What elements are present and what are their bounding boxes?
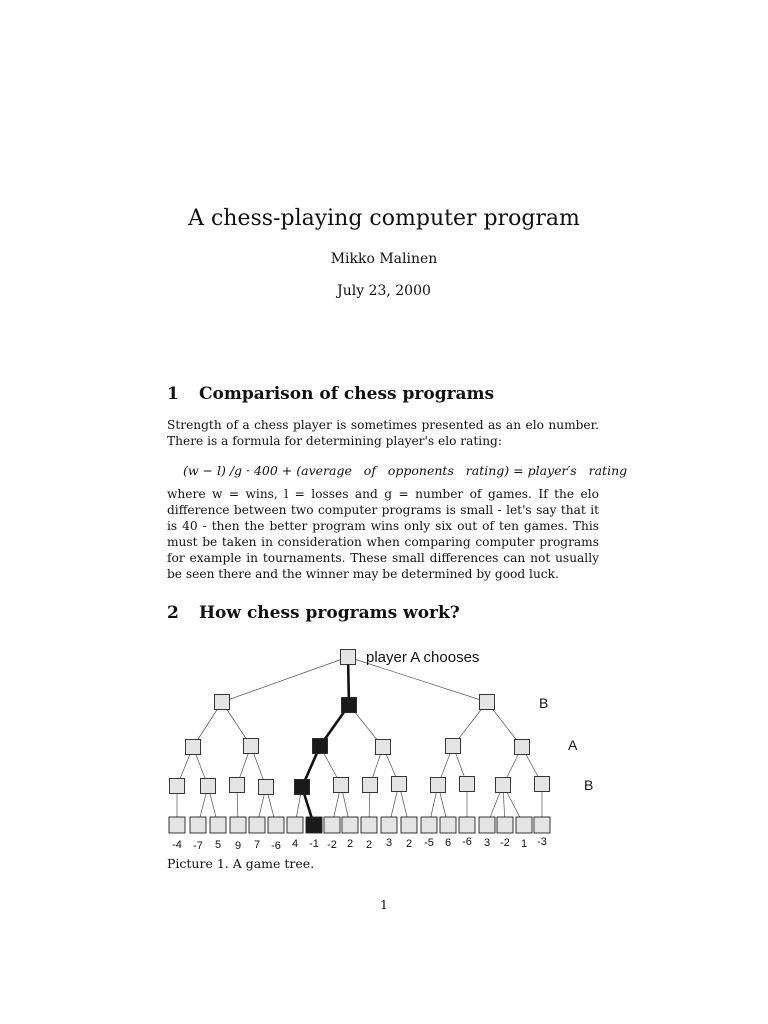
section-1-paragraph-2: where w = wins, l = losses and g = number of games. If the elo difference between two computer programs is small - let's say that it is 40 - then the better program wins only six out of ten games. This must be taken in consideration when comparing computer programs for example in tournaments. These small differences can not usually be seen there and the winner may be determined by good luck. — [167, 487, 599, 581]
leaf-node — [421, 817, 437, 833]
chosen-tree-node — [342, 698, 357, 713]
root-node — [341, 650, 356, 665]
tree-node — [460, 777, 475, 792]
chosen-tree-node — [313, 739, 328, 754]
leaf-node — [287, 817, 303, 833]
section-1-paragraph-1: Strength of a chess player is sometimes presented as an elo number. There is a formula for determining player's elo rating: — [167, 418, 599, 448]
leaf-node — [440, 817, 456, 833]
figure-caption: Picture 1. A game tree. — [167, 856, 315, 871]
tree-node — [480, 695, 495, 710]
tree-node — [230, 778, 245, 793]
leaf-value: -4 — [172, 839, 182, 851]
tree-node — [334, 778, 349, 793]
tree-node — [363, 778, 378, 793]
level-label: B — [584, 777, 594, 793]
leaf-node — [230, 817, 246, 833]
leaf-value: -2 — [500, 837, 510, 849]
leaf-value: 2 — [365, 839, 373, 851]
tree-node — [446, 739, 461, 754]
tree-node — [515, 740, 530, 755]
paper-title: A chess-playing computer program — [188, 206, 580, 231]
section-2-title: How chess programs work? — [199, 603, 460, 623]
tree-node — [259, 780, 274, 795]
leaf-node — [210, 817, 226, 833]
tree-node — [392, 777, 407, 792]
leaf-value: 2 — [346, 838, 354, 850]
leaf-node — [169, 817, 185, 833]
leaf-node — [459, 817, 475, 833]
leaf-node — [190, 817, 206, 833]
leaf-value: -1 — [309, 838, 319, 850]
leaf-node — [401, 817, 417, 833]
leaf-node — [342, 817, 358, 833]
leaf-value: -3 — [537, 836, 547, 848]
level-label: A — [568, 737, 578, 753]
leaf-node — [249, 817, 265, 833]
leaf-value: 7 — [253, 839, 261, 851]
tree-edge — [222, 657, 348, 702]
tree-node — [186, 740, 201, 755]
level-label: B — [539, 695, 549, 711]
leaf-value: -6 — [462, 836, 472, 848]
tree-node — [431, 778, 446, 793]
leaf-value: 6 — [444, 837, 452, 849]
leaf-value: -2 — [327, 839, 337, 851]
leaf-value: -5 — [424, 837, 434, 849]
chosen-tree-node — [295, 780, 310, 795]
root-label: player A chooses — [366, 649, 480, 666]
tree-node — [244, 739, 259, 754]
leaf-node — [324, 817, 340, 833]
paper-date: July 23, 2000 — [337, 283, 431, 299]
section-1-number: 1 — [167, 384, 179, 404]
tree-node — [201, 779, 216, 794]
elo-formula: (w − l) /g · 400 + (average of opponents rating) = player′s rating — [183, 463, 628, 478]
leaf-node — [268, 817, 284, 833]
section-2-number: 2 — [167, 603, 179, 623]
leaf-value: -6 — [271, 840, 281, 852]
leaf-value: 5 — [214, 839, 222, 851]
chosen-tree-node — [306, 817, 322, 833]
leaf-value: -7 — [193, 840, 203, 852]
tree-node — [376, 740, 391, 755]
leaf-node — [361, 817, 377, 833]
leaf-node — [479, 817, 495, 833]
leaf-value: 4 — [291, 838, 299, 850]
leaf-node — [516, 817, 532, 833]
leaf-node — [534, 817, 550, 833]
tree-node — [535, 777, 550, 792]
leaf-node — [381, 817, 397, 833]
leaf-value: 3 — [483, 837, 491, 849]
paper-author: Mikko Malinen — [330, 251, 438, 267]
section-1-title: Comparison of chess programs — [199, 384, 495, 404]
leaf-value: 3 — [385, 837, 393, 849]
tree-node — [496, 778, 511, 793]
leaf-value: 9 — [234, 840, 242, 852]
leaf-value: 1 — [520, 838, 528, 850]
page-number: 1 — [380, 897, 388, 912]
tree-node — [170, 779, 185, 794]
leaf-value: 2 — [405, 838, 413, 850]
tree-node — [215, 695, 230, 710]
leaf-node — [497, 817, 513, 833]
